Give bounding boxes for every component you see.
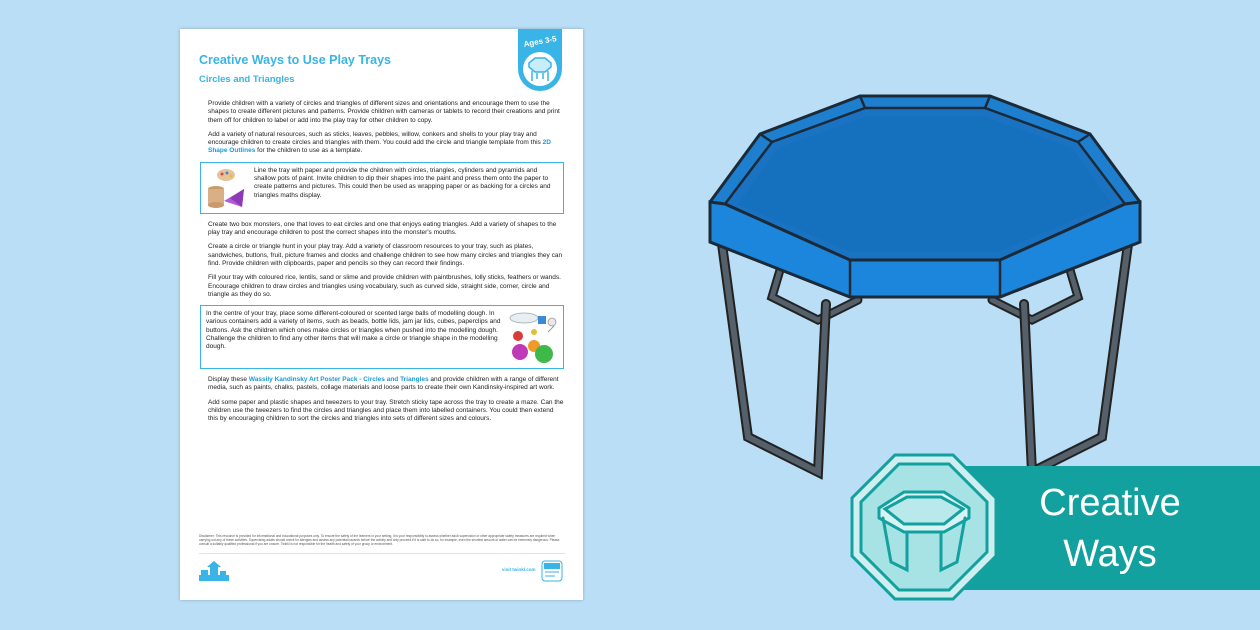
activity-paragraph: Create two box monsters, one that loves to eat circles and one that enjoys eating triangles. Add a variety of shapes to the play tray and encourage children to post the correct shapes into the monster's mouths. [208,220,557,237]
highlight-box-text: In the centre of your tray, place some different-coloured or scented large balls of modelling dough. In various containers add a variety of items, such as beads, bottle lids, jam jar lids, cubes, paperclips and buttons. Ask the children which ones make circles or triangles when pushed into the modelling dough. Challenge the children to find any other items that will make a circle or triangle shape in the modelling dough. [206,310,501,351]
banner-title-line: Ways [1063,533,1157,575]
banner-title [1010,478,1210,580]
activity-paragraph: Add a variety of natural resources, such as sticks, leaves, pebbles, willow, conkers and shells to your play tray and encourage children to create circles and triangles with them. You could add the circle and triangle template from this 2D Shape Outlines for the children to use as a template. [208,130,551,155]
activity-paragraph: Create a circle or triangle hunt in your play tray. Add a variety of classroom resources to your tray, such as plates, sandwiches, buttons, fruit, picture frames and clocks and challenge children to see how many circles and triangles they can find. Provide children with clipboards, paper and pencils so they can record their findings. [208,243,563,267]
activity-paragraph: Display these Wassily Kandinsky Art Poster Pack - Circles and Triangles and provide children with a range of different media, such as paints, chalks, pastels, collage materials and loose parts to create their own Kandinsky-inspired art work. [208,376,559,392]
kandinsky-poster-link[interactable]: Wassily Kandinsky Art Poster Pack - Circles and Triangles [248,376,429,384]
document-subtitle: Circles and Triangles [199,74,295,85]
tray-octagon-badge [849,452,999,602]
document-body [208,100,564,430]
twinkl-quality-badge [541,560,563,582]
age-badge [518,29,562,91]
worksheet-document [180,29,583,600]
paint-shapes-illustration [206,167,248,209]
highlight-box-text: Line the tray with paper and provide the children with circles, triangles, cylinders and pyramids and shallow pots of paint. Invite children to dip their shapes into the paint and press them onto the paper to create patterns and pictures. This could then be used as wrapping paper or as backing for a circles and triangles maths display. [254,166,551,199]
age-badge-label: Ages 3-5 [522,34,558,49]
banner-title-line: Creative [1039,482,1181,524]
document-title: Creative Ways to Use Play Trays [199,53,391,67]
footer-divider [199,553,565,554]
footer-url[interactable]: visit twinkl.com [502,567,536,572]
twinkl-logo [199,561,229,583]
activity-paragraph: Provide children with a variety of circles and triangles of different sizes and orientations and encourage them to use the shapes to create different pictures and patterns. Provide children with cameras or tablets to record their creations and print them off for children to label or add into the play tray for other children to copy. [208,100,560,124]
disclaimer: Disclaimer: This resource is provided for informational and educational purposes only. To ensure the safety of the learners in your setting, it is your responsibility to assess whether adult supervision or other appropriate safety measures are required when carrying out any of these activities. Supervising adults should check for allergies and assess any potential hazards before the activity and only proceed if it is safe to do so, for example, even the shortest amount of water can be extremely dangerous. Please consult a suitably qualified professional if you are unsure. Twinkl is not responsible for the health and safety of your group or environment. [199,534,560,546]
highlight-box-dough [200,305,564,369]
modelling-dough-illustration [508,310,558,364]
shape-outlines-link[interactable]: 2D Shape Outlines [208,139,551,155]
highlight-box-paint [200,162,564,214]
activity-paragraph: Fill your tray with coloured rice, lentils, sand or slime and provide children with paintbrushes, lolly sticks, feathers or wands. Encourage children to draw circles and triangles using vocabulary, such as curved side, straight side, corner, circle and triangle as they do so. [208,274,561,298]
activity-paragraph: Add some paper and plastic shapes and tweezers to your tray. Stretch sticky tape across the tray to create a maze. Can the children use the tweezers to find the circles and triangles and place them into labelled containers. You could then extend this by encouraging children to sort the circles and triangles into sets of different sizes and colours. [208,398,564,423]
play-tray-illustration [700,92,1150,492]
